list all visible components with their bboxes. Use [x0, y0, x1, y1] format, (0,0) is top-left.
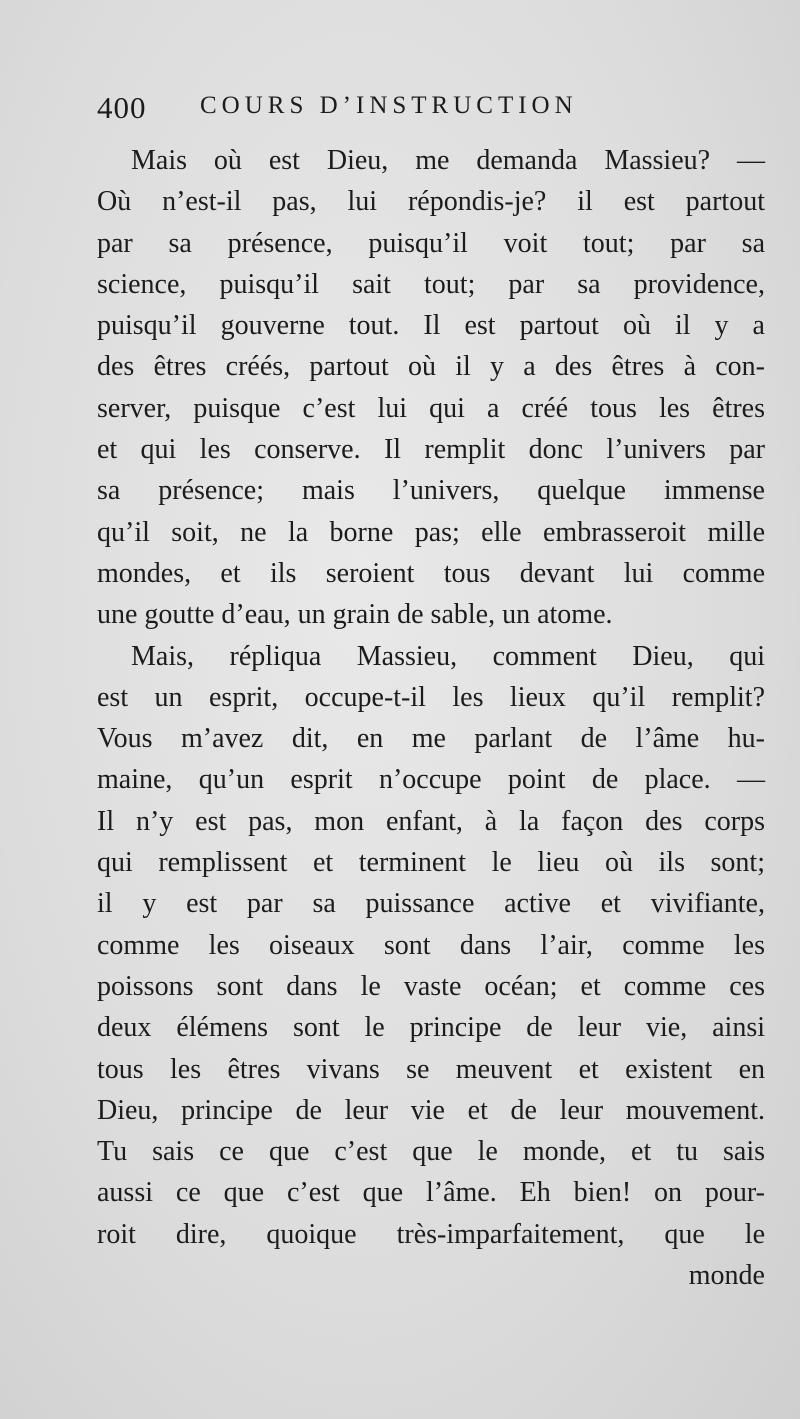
text-line: mondes, et ils seroient tous devant lui comme [97, 557, 765, 589]
text-line: est un esprit, occupe-t-il les lieux qu’il remplit? [97, 681, 765, 713]
text-line: Vous m’avez dit, en me parlant de l’âme hu- [97, 723, 765, 755]
text-line: aussi ce que c’est que l’âme. Eh bien! on pour- [97, 1177, 765, 1209]
text-line: deux élémens sont le principe de leur vie, ainsi [97, 1012, 765, 1044]
text-line: comme les oiseaux sont dans l’air, comme les [97, 929, 765, 961]
page-header [97, 88, 687, 128]
text-line: Il n’y est pas, mon enfant, à la façon des corps [97, 805, 765, 837]
text-line: qui remplissent et terminent le lieu où ils sont; [97, 847, 765, 879]
text-line: Dieu, principe de leur vie et de leur mouvement. [97, 1094, 765, 1126]
text-line: qu’il soit, ne la borne pas; elle embrasseroit mille [97, 516, 765, 548]
text-line: Mais où est Dieu, me demanda Massieu? — [131, 145, 765, 176]
catchword: monde [688, 1260, 765, 1292]
text-line: par sa présence, puisqu’il voit tout; par sa [97, 227, 765, 259]
text-line: poissons sont dans le vaste océan; et comme ces [97, 970, 765, 1002]
text-line: une goutte d’eau, un grain de sable, un atome. [97, 599, 613, 631]
text-line: tous les êtres vivans se meuvent et existent en [97, 1053, 765, 1085]
running-title: COURS D’INSTRUCTION [200, 92, 578, 119]
text-line: puisqu’il gouverne tout. Il est partout où il y a [97, 310, 765, 342]
text-line: maine, qu’un esprit n’occupe point de place. — [97, 764, 765, 796]
page-number: 400 [97, 90, 147, 125]
text-line: Tu sais ce que c’est que le monde, et tu sais [97, 1136, 765, 1168]
text-line: il y est par sa puissance active et vivifiante, [97, 888, 765, 920]
text-line: des êtres créés, partout où il y a des êtres à con- [97, 351, 765, 383]
text-line: science, puisqu’il sait tout; par sa providence, [97, 268, 765, 300]
text-line: sa présence; mais l’univers, quelque immense [97, 475, 765, 507]
body-text [97, 140, 765, 1296]
text-line: server, puisque c’est lui qui a créé tous les êtres [97, 392, 765, 424]
text-line: et qui les conserve. Il remplit donc l’univers par [97, 434, 765, 466]
text-line: Où n’est-il pas, lui répondis-je? il est partout [97, 186, 765, 218]
text-line: roit dire, quoique très-imparfaitement, que le [97, 1218, 765, 1250]
text-line: Mais, répliqua Massieu, comment Dieu, qui [131, 640, 765, 672]
